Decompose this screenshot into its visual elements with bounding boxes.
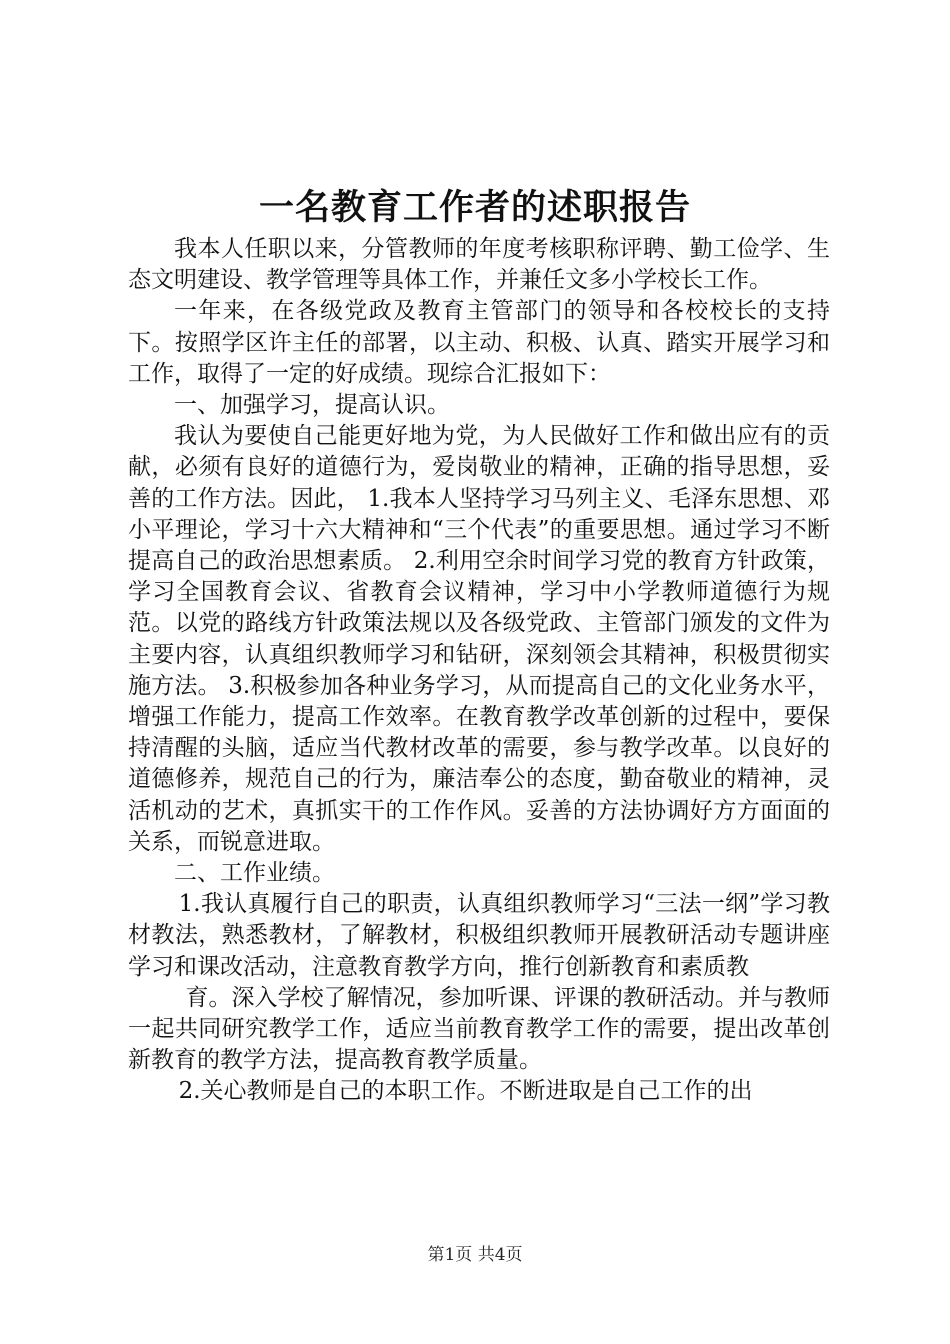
section-heading-learning: 一、加强学习，提高认识。	[174, 392, 450, 419]
paragraph-summary: 一年来，在各级党政及教育主管部门的领导和各校校长的支持下。按照学区许主任的部署，以主动、积极、认真、踏实开展学习和工作，取得了一定的好成绩。现综合汇报如下：	[128, 298, 830, 387]
document-title: 一名教育工作者的述职报告	[258, 187, 691, 228]
document-body	[128, 234, 830, 1108]
section-heading-achievements: 二、工作业绩。	[174, 860, 335, 887]
paragraph-learning: 我认为要使自己能更好地为党，为人民做好工作和做出应有的贡献，必须有良好的道德行为，爱岗敬业的精神，正确的指导思想，妥善的工作方法。因此， 1.我本人坚持学习马列主义、毛泽东思想、邓小平理论，学习十六大精神和“三个代表”的重要思想。通过学习不断提高自己的政治思想素质。 2.利用空余时间学习党的教育方针政策，学习全国教育会议、省教育会议精神，学习中小学教师道德行为规范。以党的路线方针政策法规以及各级党政、主管部门颁发的文件为主要内容，认真组织教师学习和钻研，深刻领会其精神，积极贯彻实施方法。 3.积极参加各种业务学习，从而提高自己的文化业务水平，增强工作能力，提高工作效率。在教育教学改革创新的过程中，要保持清醒的头脑，适应当代教材改革的需要，参与教学改革。以良好的道德修养，规范自己的行为，廉洁奉公的态度，勤奋敬业的精神，灵活机动的艺术，真抓实干的工作作风。妥善的方法协调好方方面面的关系，而锐意进取。	[128, 423, 830, 855]
paragraph-achievement-1: 1.我认真履行自己的职责，认真组织教师学习“三法一纲”学习教材教法，熟悉教材，了解教材，积极组织教师开展教研活动专题讲座学习和课改活动，注意教育教学方向，推行创新教育和素质教	[128, 891, 830, 980]
paragraph-achievement-1-continued: 育。深入学校了解情况，参加听课、评课的教研活动。并与教师一起共同研究教学工作，适应当前教育教学工作的需要，提出改革创新教育的教学方法，提高教育教学质量。	[128, 984, 830, 1074]
paragraph-achievement-2: 2.关心教师是自己的本职工作。不断进取是自己工作的出	[178, 1078, 753, 1105]
paragraph-intro: 我本人任职以来，分管教师的年度考核职称评聘、勤工俭学、生态文明建设、教学管理等具体工作，并兼任文多小学校长工作。	[128, 236, 830, 294]
page-footer: 第1页 共4页	[427, 1245, 523, 1265]
